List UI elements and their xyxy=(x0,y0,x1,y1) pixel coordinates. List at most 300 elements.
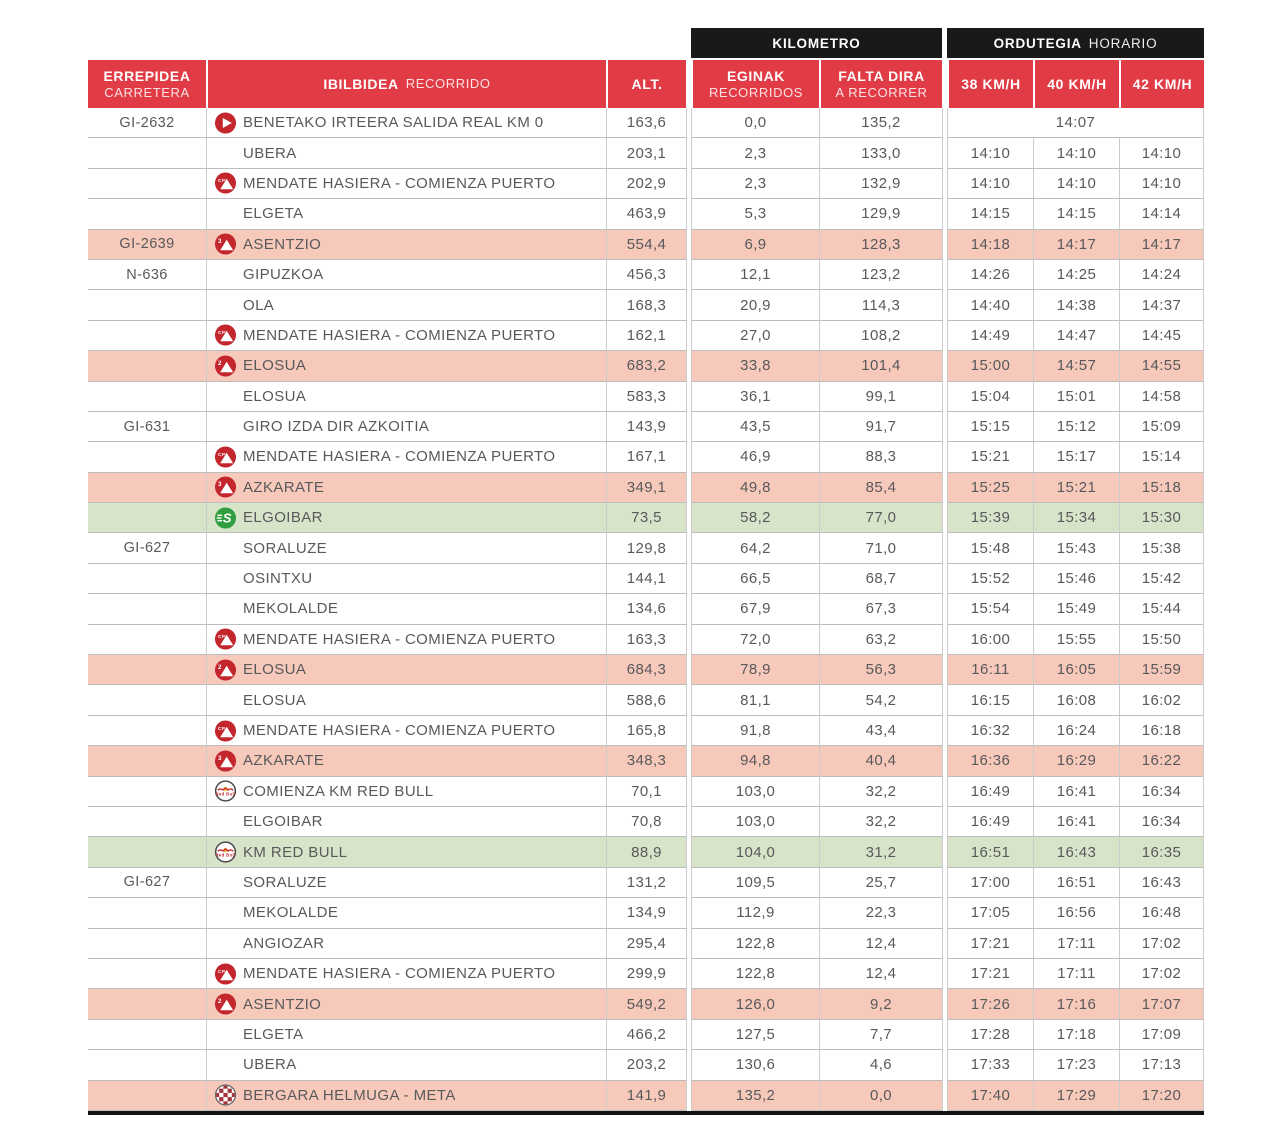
table-row xyxy=(88,138,1204,168)
road-cell xyxy=(88,625,206,655)
time-40-cell: 15:49 xyxy=(1033,594,1119,624)
table-row xyxy=(88,716,1204,746)
road-cell xyxy=(88,685,206,715)
climb-start-icon xyxy=(214,962,237,985)
road-cell xyxy=(88,473,206,503)
table-row xyxy=(88,503,1204,533)
race-start-icon xyxy=(214,111,237,134)
road-cell xyxy=(88,442,206,472)
time-40-cell: 14:47 xyxy=(1033,321,1119,351)
altitude-cell: 88,9 xyxy=(606,837,686,867)
svg-text:Red Bull: Red Bull xyxy=(215,791,236,797)
time-38-cell: 17:21 xyxy=(947,959,1033,989)
table-row xyxy=(88,655,1204,685)
time-40-cell: 16:41 xyxy=(1033,777,1119,807)
speed-40-column-header: 40 KM/H xyxy=(1033,60,1119,108)
altitude-cell: 349,1 xyxy=(606,473,686,503)
route-label: UBERA xyxy=(243,144,297,162)
road-cell xyxy=(88,290,206,320)
route-cell xyxy=(206,412,606,442)
altitude-cell: 73,5 xyxy=(606,503,686,533)
time-42-cell: 16:43 xyxy=(1119,868,1204,898)
road-cell xyxy=(88,351,206,381)
km-done-cell: 0,0 xyxy=(691,108,819,138)
table-row xyxy=(88,290,1204,320)
km-done-cell: 67,9 xyxy=(691,594,819,624)
time-42-cell: 17:02 xyxy=(1119,959,1204,989)
route-cell xyxy=(206,473,606,503)
route-label: ANGIOZAR xyxy=(243,934,325,952)
road-cell xyxy=(88,716,206,746)
km-left-cell: 12,4 xyxy=(819,929,942,959)
time-40-cell: 16:51 xyxy=(1033,868,1119,898)
route-label: GIPUZKOA xyxy=(243,266,324,284)
km-done-cell: 78,9 xyxy=(691,655,819,685)
route-label: MENDATE HASIERA - COMIENZA PUERTO xyxy=(243,448,556,466)
route-label: ELGETA xyxy=(243,205,304,223)
km-done-cell: 135,2 xyxy=(691,1081,819,1111)
altitude-cell: 144,1 xyxy=(606,564,686,594)
route-label: UBERA xyxy=(243,1056,297,1074)
table-row xyxy=(88,1081,1204,1111)
time-42-cell: 17:09 xyxy=(1119,1020,1204,1050)
road-column-header: ERREPIDEA CARRETERA xyxy=(88,60,206,108)
table-row xyxy=(88,260,1204,290)
km-done-cell: 72,0 xyxy=(691,625,819,655)
time-42-cell: 16:48 xyxy=(1119,898,1204,928)
altitude-cell: 549,2 xyxy=(606,989,686,1019)
altitude-cell: 456,3 xyxy=(606,260,686,290)
km-done-cell: 49,8 xyxy=(691,473,819,503)
km-left-cell: 31,2 xyxy=(819,837,942,867)
time-42-cell: 16:35 xyxy=(1119,837,1204,867)
road-cell xyxy=(88,382,206,412)
altitude-cell: 70,8 xyxy=(606,807,686,837)
time-38-cell: 15:21 xyxy=(947,442,1033,472)
time-40-cell: 15:46 xyxy=(1033,564,1119,594)
table-row xyxy=(88,351,1204,381)
time-42-cell: 16:34 xyxy=(1119,777,1204,807)
time-40-cell: 14:57 xyxy=(1033,351,1119,381)
route-label: ELOSUA xyxy=(243,691,307,709)
road-cell xyxy=(88,321,206,351)
km-done-cell: 127,5 xyxy=(691,1020,819,1050)
group-header-row xyxy=(88,28,1204,58)
route-label: MENDATE HASIERA - COMIENZA PUERTO xyxy=(243,326,556,344)
km-done-cell: 109,5 xyxy=(691,868,819,898)
time-40-cell: 15:01 xyxy=(1033,382,1119,412)
route-cell xyxy=(206,746,606,776)
time-38-cell: 14:40 xyxy=(947,290,1033,320)
time-40-cell: 15:34 xyxy=(1033,503,1119,533)
time-38-cell: 17:40 xyxy=(947,1081,1033,1111)
time-38-cell: 15:54 xyxy=(947,594,1033,624)
road-cell xyxy=(88,898,206,928)
time-42-cell: 15:59 xyxy=(1119,655,1204,685)
time-42-cell: 14:10 xyxy=(1119,169,1204,199)
route-label: MENDATE HASIERA - COMIENZA PUERTO xyxy=(243,722,556,739)
km-left-cell: 0,0 xyxy=(819,1081,942,1111)
route-label: AZKARATE xyxy=(243,478,325,496)
table-row xyxy=(88,1020,1204,1050)
time-38-cell: 16:49 xyxy=(947,807,1033,837)
km-left-cell: 71,0 xyxy=(819,533,942,563)
route-label: KM RED BULL xyxy=(243,843,348,861)
table-row xyxy=(88,230,1204,260)
time-42-cell: 14:55 xyxy=(1119,351,1204,381)
time-38-cell: 16:51 xyxy=(947,837,1033,867)
route-cell xyxy=(206,1081,606,1111)
altitude-cell: 134,6 xyxy=(606,594,686,624)
table-row xyxy=(88,959,1204,989)
road-cell: GI-2639 xyxy=(88,230,206,260)
table-row xyxy=(88,382,1204,412)
time-38-cell: 17:21 xyxy=(947,929,1033,959)
time-38-cell: 14:18 xyxy=(947,230,1033,260)
altitude-cell: 129,8 xyxy=(606,533,686,563)
table-row xyxy=(88,1050,1204,1080)
route-label: ELOSUA xyxy=(243,387,307,405)
road-cell xyxy=(88,199,206,229)
km-left-cell: 32,2 xyxy=(819,807,942,837)
route-label: BERGARA HELMUGA - META xyxy=(243,1086,456,1104)
altitude-cell: 131,2 xyxy=(606,868,686,898)
time-42-cell: 16:02 xyxy=(1119,685,1204,715)
road-cell xyxy=(88,1081,206,1111)
road-cell xyxy=(88,989,206,1019)
km-left-cell: 4,6 xyxy=(819,1050,942,1080)
altitude-cell: 167,1 xyxy=(606,442,686,472)
route-label: OLA xyxy=(243,296,275,314)
km-done-cell: 5,3 xyxy=(691,199,819,229)
km-done-column-header: EGINAK RECORRIDOS xyxy=(691,60,819,108)
time-38-cell: 17:33 xyxy=(947,1050,1033,1080)
table-row xyxy=(88,929,1204,959)
km-left-cell: 56,3 xyxy=(819,655,942,685)
table-row xyxy=(88,199,1204,229)
time-42-cell: 14:14 xyxy=(1119,199,1204,229)
time-42-cell: 15:42 xyxy=(1119,564,1204,594)
time-38-cell: 16:36 xyxy=(947,746,1033,776)
time-40-cell: 16:08 xyxy=(1033,685,1119,715)
km-done-cell: 33,8 xyxy=(691,351,819,381)
kilometro-label: KILOMETRO xyxy=(772,35,861,51)
route-label: MENDATE HASIERA - COMIENZA PUERTO xyxy=(243,630,556,648)
route-cell xyxy=(206,564,606,594)
road-cell xyxy=(88,837,206,867)
table-row xyxy=(88,533,1204,563)
table-row xyxy=(88,412,1204,442)
route-cell xyxy=(206,898,606,928)
route-cell xyxy=(206,655,606,685)
road-cell xyxy=(88,777,206,807)
road-cell xyxy=(88,746,206,776)
table-row xyxy=(88,777,1204,807)
km-done-cell: 130,6 xyxy=(691,1050,819,1080)
km-left-cell: 68,7 xyxy=(819,564,942,594)
road-cell: N-636 xyxy=(88,260,206,290)
km-done-cell: 122,8 xyxy=(691,929,819,959)
route-label: OSINTXU xyxy=(243,570,313,588)
road-cell: GI-627 xyxy=(88,533,206,563)
km-left-cell: 88,3 xyxy=(819,442,942,472)
km-done-cell: 2,3 xyxy=(691,169,819,199)
route-cell xyxy=(206,807,606,837)
altitude-cell: 463,9 xyxy=(606,199,686,229)
svg-text:2: 2 xyxy=(218,359,222,367)
altitude-cell: 168,3 xyxy=(606,290,686,320)
km-left-cell: 101,4 xyxy=(819,351,942,381)
svg-text:Red Bull: Red Bull xyxy=(215,852,236,858)
altitude-cell: 70,1 xyxy=(606,777,686,807)
altitude-cell: 684,3 xyxy=(606,655,686,685)
time-38-cell: 15:52 xyxy=(947,564,1033,594)
route-cell xyxy=(206,442,606,472)
time-42-cell: 16:22 xyxy=(1119,746,1204,776)
km-done-cell: 2,3 xyxy=(691,138,819,168)
route-label: MEKOLALDE xyxy=(243,904,339,922)
redbull-icon xyxy=(214,841,237,864)
time-40-cell: 16:24 xyxy=(1033,716,1119,746)
time-40-cell: 16:29 xyxy=(1033,746,1119,776)
route-cell xyxy=(206,108,606,138)
table-row xyxy=(88,685,1204,715)
route-cell xyxy=(206,230,606,260)
climb-start-icon xyxy=(214,445,237,468)
svg-text:3: 3 xyxy=(218,754,222,762)
time-40-cell: 17:16 xyxy=(1033,989,1119,1019)
route-column-header: IBILBIDEA RECORRIDO xyxy=(206,60,606,108)
altitude-cell: 163,6 xyxy=(606,108,686,138)
time-38-cell: 16:49 xyxy=(947,777,1033,807)
climb-start-icon xyxy=(214,324,237,347)
kilometro-group-header xyxy=(691,28,942,58)
svg-text:CP: CP xyxy=(218,452,226,458)
climb-cat3-icon xyxy=(214,233,237,256)
climb-start-icon xyxy=(214,719,237,742)
altitude-cell: 295,4 xyxy=(606,929,686,959)
time-38-cell: 15:04 xyxy=(947,382,1033,412)
route-cell xyxy=(206,837,606,867)
table-row xyxy=(88,442,1204,472)
time-cell: 14:07 xyxy=(947,108,1204,138)
km-done-cell: 94,8 xyxy=(691,746,819,776)
time-38-cell: 16:00 xyxy=(947,625,1033,655)
time-40-cell: 14:38 xyxy=(1033,290,1119,320)
climb-cat2-icon xyxy=(214,658,237,681)
route-cell xyxy=(206,290,606,320)
km-done-cell: 122,8 xyxy=(691,959,819,989)
time-38-cell: 14:10 xyxy=(947,138,1033,168)
altitude-cell: 141,9 xyxy=(606,1081,686,1111)
time-42-cell: 14:45 xyxy=(1119,321,1204,351)
time-38-cell: 17:05 xyxy=(947,898,1033,928)
route-label: BENETAKO IRTEERA SALIDA REAL KM 0 xyxy=(243,114,544,132)
km-left-cell: 25,7 xyxy=(819,868,942,898)
table-row xyxy=(88,807,1204,837)
km-left-cell: 114,3 xyxy=(819,290,942,320)
speed-42-column-header: 42 KM/H xyxy=(1119,60,1204,108)
time-42-cell: 14:58 xyxy=(1119,382,1204,412)
road-cell: GI-2632 xyxy=(88,108,206,138)
route-label: ELGOIBAR xyxy=(243,509,323,527)
route-cell xyxy=(206,868,606,898)
altitude-cell: 348,3 xyxy=(606,746,686,776)
route-cell xyxy=(206,321,606,351)
km-left-cell: 54,2 xyxy=(819,685,942,715)
km-left-cell: 85,4 xyxy=(819,473,942,503)
svg-text:S: S xyxy=(222,510,232,526)
table-bottom-rule xyxy=(88,1111,1204,1115)
km-left-column-header: FALTA DIRA A RECORRER xyxy=(819,60,942,108)
horario-label: HORARIO xyxy=(1088,35,1158,51)
route-label: ELOSUA xyxy=(243,357,307,375)
km-left-cell: 91,7 xyxy=(819,412,942,442)
km-left-cell: 32,2 xyxy=(819,777,942,807)
climb-start-icon xyxy=(214,628,237,651)
km-left-cell: 40,4 xyxy=(819,746,942,776)
route-label: AZKARATE xyxy=(243,752,325,770)
road-cell xyxy=(88,503,206,533)
svg-text:CP: CP xyxy=(218,331,226,337)
km-done-cell: 27,0 xyxy=(691,321,819,351)
altitude-cell: 203,1 xyxy=(606,138,686,168)
route-cell xyxy=(206,382,606,412)
time-40-cell: 14:25 xyxy=(1033,260,1119,290)
altitude-cell: 143,9 xyxy=(606,412,686,442)
time-40-cell: 17:18 xyxy=(1033,1020,1119,1050)
road-cell xyxy=(88,564,206,594)
km-left-cell: 43,4 xyxy=(819,716,942,746)
time-42-cell: 16:18 xyxy=(1119,716,1204,746)
km-done-cell: 12,1 xyxy=(691,260,819,290)
route-label: ELGETA xyxy=(243,1025,304,1043)
km-left-cell: 22,3 xyxy=(819,898,942,928)
svg-text:CP: CP xyxy=(218,969,226,975)
time-40-cell: 14:17 xyxy=(1033,230,1119,260)
table-row xyxy=(88,321,1204,351)
km-done-cell: 126,0 xyxy=(691,989,819,1019)
ordutegia-label: ORDUTEGIA xyxy=(993,35,1082,51)
km-left-cell: 128,3 xyxy=(819,230,942,260)
km-done-cell: 81,1 xyxy=(691,685,819,715)
time-40-cell: 14:15 xyxy=(1033,199,1119,229)
route-cell xyxy=(206,1050,606,1080)
route-label: ELGOIBAR xyxy=(243,813,323,831)
route-cell xyxy=(206,989,606,1019)
route-timetable xyxy=(88,28,1204,1115)
speed-38-column-header: 38 KM/H xyxy=(947,60,1033,108)
time-38-cell: 16:15 xyxy=(947,685,1033,715)
km-done-cell: 91,8 xyxy=(691,716,819,746)
time-42-cell: 14:37 xyxy=(1119,290,1204,320)
km-done-cell: 64,2 xyxy=(691,533,819,563)
table-row xyxy=(88,473,1204,503)
km-left-cell: 7,7 xyxy=(819,1020,942,1050)
time-40-cell: 14:10 xyxy=(1033,138,1119,168)
route-label: MENDATE HASIERA - COMIENZA PUERTO xyxy=(243,174,556,192)
altitude-cell: 202,9 xyxy=(606,169,686,199)
climb-cat3-icon xyxy=(214,749,237,772)
table-body xyxy=(88,108,1204,1111)
time-38-cell: 15:39 xyxy=(947,503,1033,533)
route-label: ASENTZIO xyxy=(243,995,322,1013)
km-done-cell: 20,9 xyxy=(691,290,819,320)
table-row xyxy=(88,169,1204,199)
time-42-cell: 15:44 xyxy=(1119,594,1204,624)
road-cell xyxy=(88,959,206,989)
time-40-cell: 15:55 xyxy=(1033,625,1119,655)
column-header-row xyxy=(88,60,1204,108)
km-left-cell: 67,3 xyxy=(819,594,942,624)
time-38-cell: 14:10 xyxy=(947,169,1033,199)
ordutegia-group-header xyxy=(947,28,1204,58)
time-42-cell: 17:02 xyxy=(1119,929,1204,959)
route-cell xyxy=(206,1020,606,1050)
svg-text:2: 2 xyxy=(218,997,222,1005)
route-cell xyxy=(206,351,606,381)
climb-start-icon xyxy=(214,172,237,195)
km-left-cell: 77,0 xyxy=(819,503,942,533)
time-38-cell: 15:48 xyxy=(947,533,1033,563)
time-42-cell: 14:24 xyxy=(1119,260,1204,290)
svg-text:CP: CP xyxy=(218,635,226,641)
km-done-cell: 112,9 xyxy=(691,898,819,928)
time-42-cell: 15:18 xyxy=(1119,473,1204,503)
road-cell: GI-631 xyxy=(88,412,206,442)
time-42-cell: 15:09 xyxy=(1119,412,1204,442)
road-cell xyxy=(88,807,206,837)
svg-text:3: 3 xyxy=(218,238,222,246)
route-label: ASENTZIO xyxy=(243,235,322,253)
altitude-cell: 466,2 xyxy=(606,1020,686,1050)
altitude-cell: 203,2 xyxy=(606,1050,686,1080)
time-38-cell: 16:11 xyxy=(947,655,1033,685)
time-38-cell: 14:49 xyxy=(947,321,1033,351)
table-row xyxy=(88,837,1204,867)
time-40-cell: 16:05 xyxy=(1033,655,1119,685)
redbull-icon xyxy=(214,780,237,803)
time-40-cell: 17:29 xyxy=(1033,1081,1119,1111)
time-40-cell: 14:10 xyxy=(1033,169,1119,199)
svg-text:3: 3 xyxy=(218,481,222,489)
route-cell xyxy=(206,169,606,199)
svg-text:CP: CP xyxy=(218,179,226,185)
table-row xyxy=(88,868,1204,898)
km-left-cell: 99,1 xyxy=(819,382,942,412)
finish-icon xyxy=(214,1084,237,1107)
time-42-cell: 16:34 xyxy=(1119,807,1204,837)
km-done-cell: 66,5 xyxy=(691,564,819,594)
road-cell xyxy=(88,138,206,168)
time-40-cell: 15:12 xyxy=(1033,412,1119,442)
km-done-cell: 46,9 xyxy=(691,442,819,472)
time-42-cell: 17:20 xyxy=(1119,1081,1204,1111)
km-done-cell: 36,1 xyxy=(691,382,819,412)
time-40-cell: 16:56 xyxy=(1033,898,1119,928)
time-42-cell: 14:10 xyxy=(1119,138,1204,168)
route-label: GIRO IZDA DIR AZKOITIA xyxy=(243,418,430,436)
time-42-cell: 17:13 xyxy=(1119,1050,1204,1080)
altitude-cell: 162,1 xyxy=(606,321,686,351)
sprint-icon xyxy=(214,506,237,529)
km-done-cell: 103,0 xyxy=(691,777,819,807)
route-label: MENDATE HASIERA - COMIENZA PUERTO xyxy=(243,965,556,983)
time-40-cell: 17:23 xyxy=(1033,1050,1119,1080)
table-row xyxy=(88,746,1204,776)
time-38-cell: 14:15 xyxy=(947,199,1033,229)
time-42-cell: 15:38 xyxy=(1119,533,1204,563)
